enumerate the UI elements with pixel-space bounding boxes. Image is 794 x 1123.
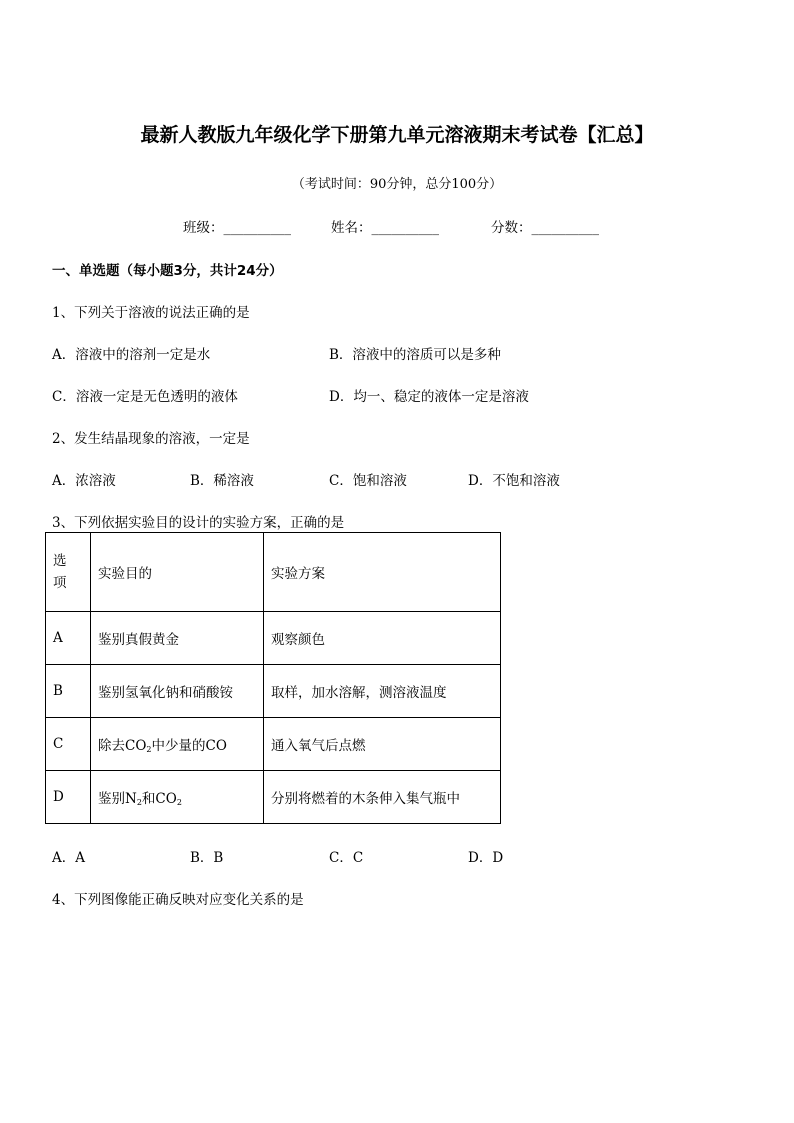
name-field[interactable] [331,216,439,236]
score-field[interactable] [491,216,599,236]
class-blank: __________ [223,220,291,236]
score-blank: __________ [531,220,599,236]
table-row [46,718,501,771]
q1-option-a[interactable]: A．溶液中的溶剂一定是水 [52,347,211,363]
row-d-option: D [46,771,91,824]
question-2-stem: 2、发生结晶现象的溶液，一定是 [52,431,250,447]
class-label: 班级： [183,220,224,236]
row-b-option: B [46,665,91,718]
row-a-plan: 观察颜色 [264,612,501,665]
question-3-stem: 3、下列依据实验目的设计的实验方案，正确的是 [52,515,345,531]
name-blank: __________ [371,220,439,236]
q2-option-d[interactable]: D．不饱和溶液 [468,473,560,489]
row-c-option: C [46,718,91,771]
row-b-plan: 取样，加水溶解，测溶液温度 [264,665,501,718]
student-fields [0,216,794,236]
header-option: 选项 [46,533,91,612]
q1-option-c[interactable]: C．溶液一定是无色透明的液体 [52,389,238,405]
section-heading: 一、单选题（每小题3分，共计24分） [52,263,283,279]
header-goal: 实验目的 [91,533,264,612]
table-row [46,665,501,718]
row-a-option: A [46,612,91,665]
table-row [46,771,501,824]
score-label: 分数： [491,220,532,236]
row-a-goal: 鉴别真假黄金 [91,612,264,665]
row-d-goal: 鉴别$N_2$和$CO_2$ [91,771,264,824]
class-field[interactable] [183,216,291,236]
table-row [46,612,501,665]
q2-option-a[interactable]: A．浓溶液 [52,473,116,489]
page-title: 最新人教版九年级化学下册第九单元溶液期末考试卷【汇总】 [140,124,654,146]
row-c-plan: 通入氧气后点燃 [264,718,501,771]
q3-option-c[interactable]: C．C [329,850,364,866]
row-b-goal: 鉴别氢氧化钠和硝酸铵 [91,665,264,718]
row-d-plan: 分别将燃着的木条伸入集气瓶中 [264,771,501,824]
name-label: 姓名： [331,220,372,236]
table-header-row [46,533,501,612]
question-1-stem: 1、下列关于溶液的说法正确的是 [52,305,250,321]
q3-option-a[interactable]: A．A [52,850,85,866]
q1-option-d[interactable]: D．均一、稳定的液体一定是溶液 [329,389,529,405]
experiment-table [45,532,501,824]
exam-info: （考试时间：90分钟，总分100分） [291,177,503,192]
q3-option-b[interactable]: B．B [190,850,224,866]
q3-option-d[interactable]: D．D [468,850,504,866]
q2-option-c[interactable]: C．饱和溶液 [329,473,407,489]
question-4-stem: 4、下列图像能正确反映对应变化关系的是 [52,892,304,908]
header-plan: 实验方案 [264,533,501,612]
q1-option-b[interactable]: B．溶液中的溶质可以是多种 [329,347,501,363]
q2-option-b[interactable]: B．稀溶液 [190,473,254,489]
row-c-goal: 除去$CO_2$中少量的CO [91,718,264,771]
